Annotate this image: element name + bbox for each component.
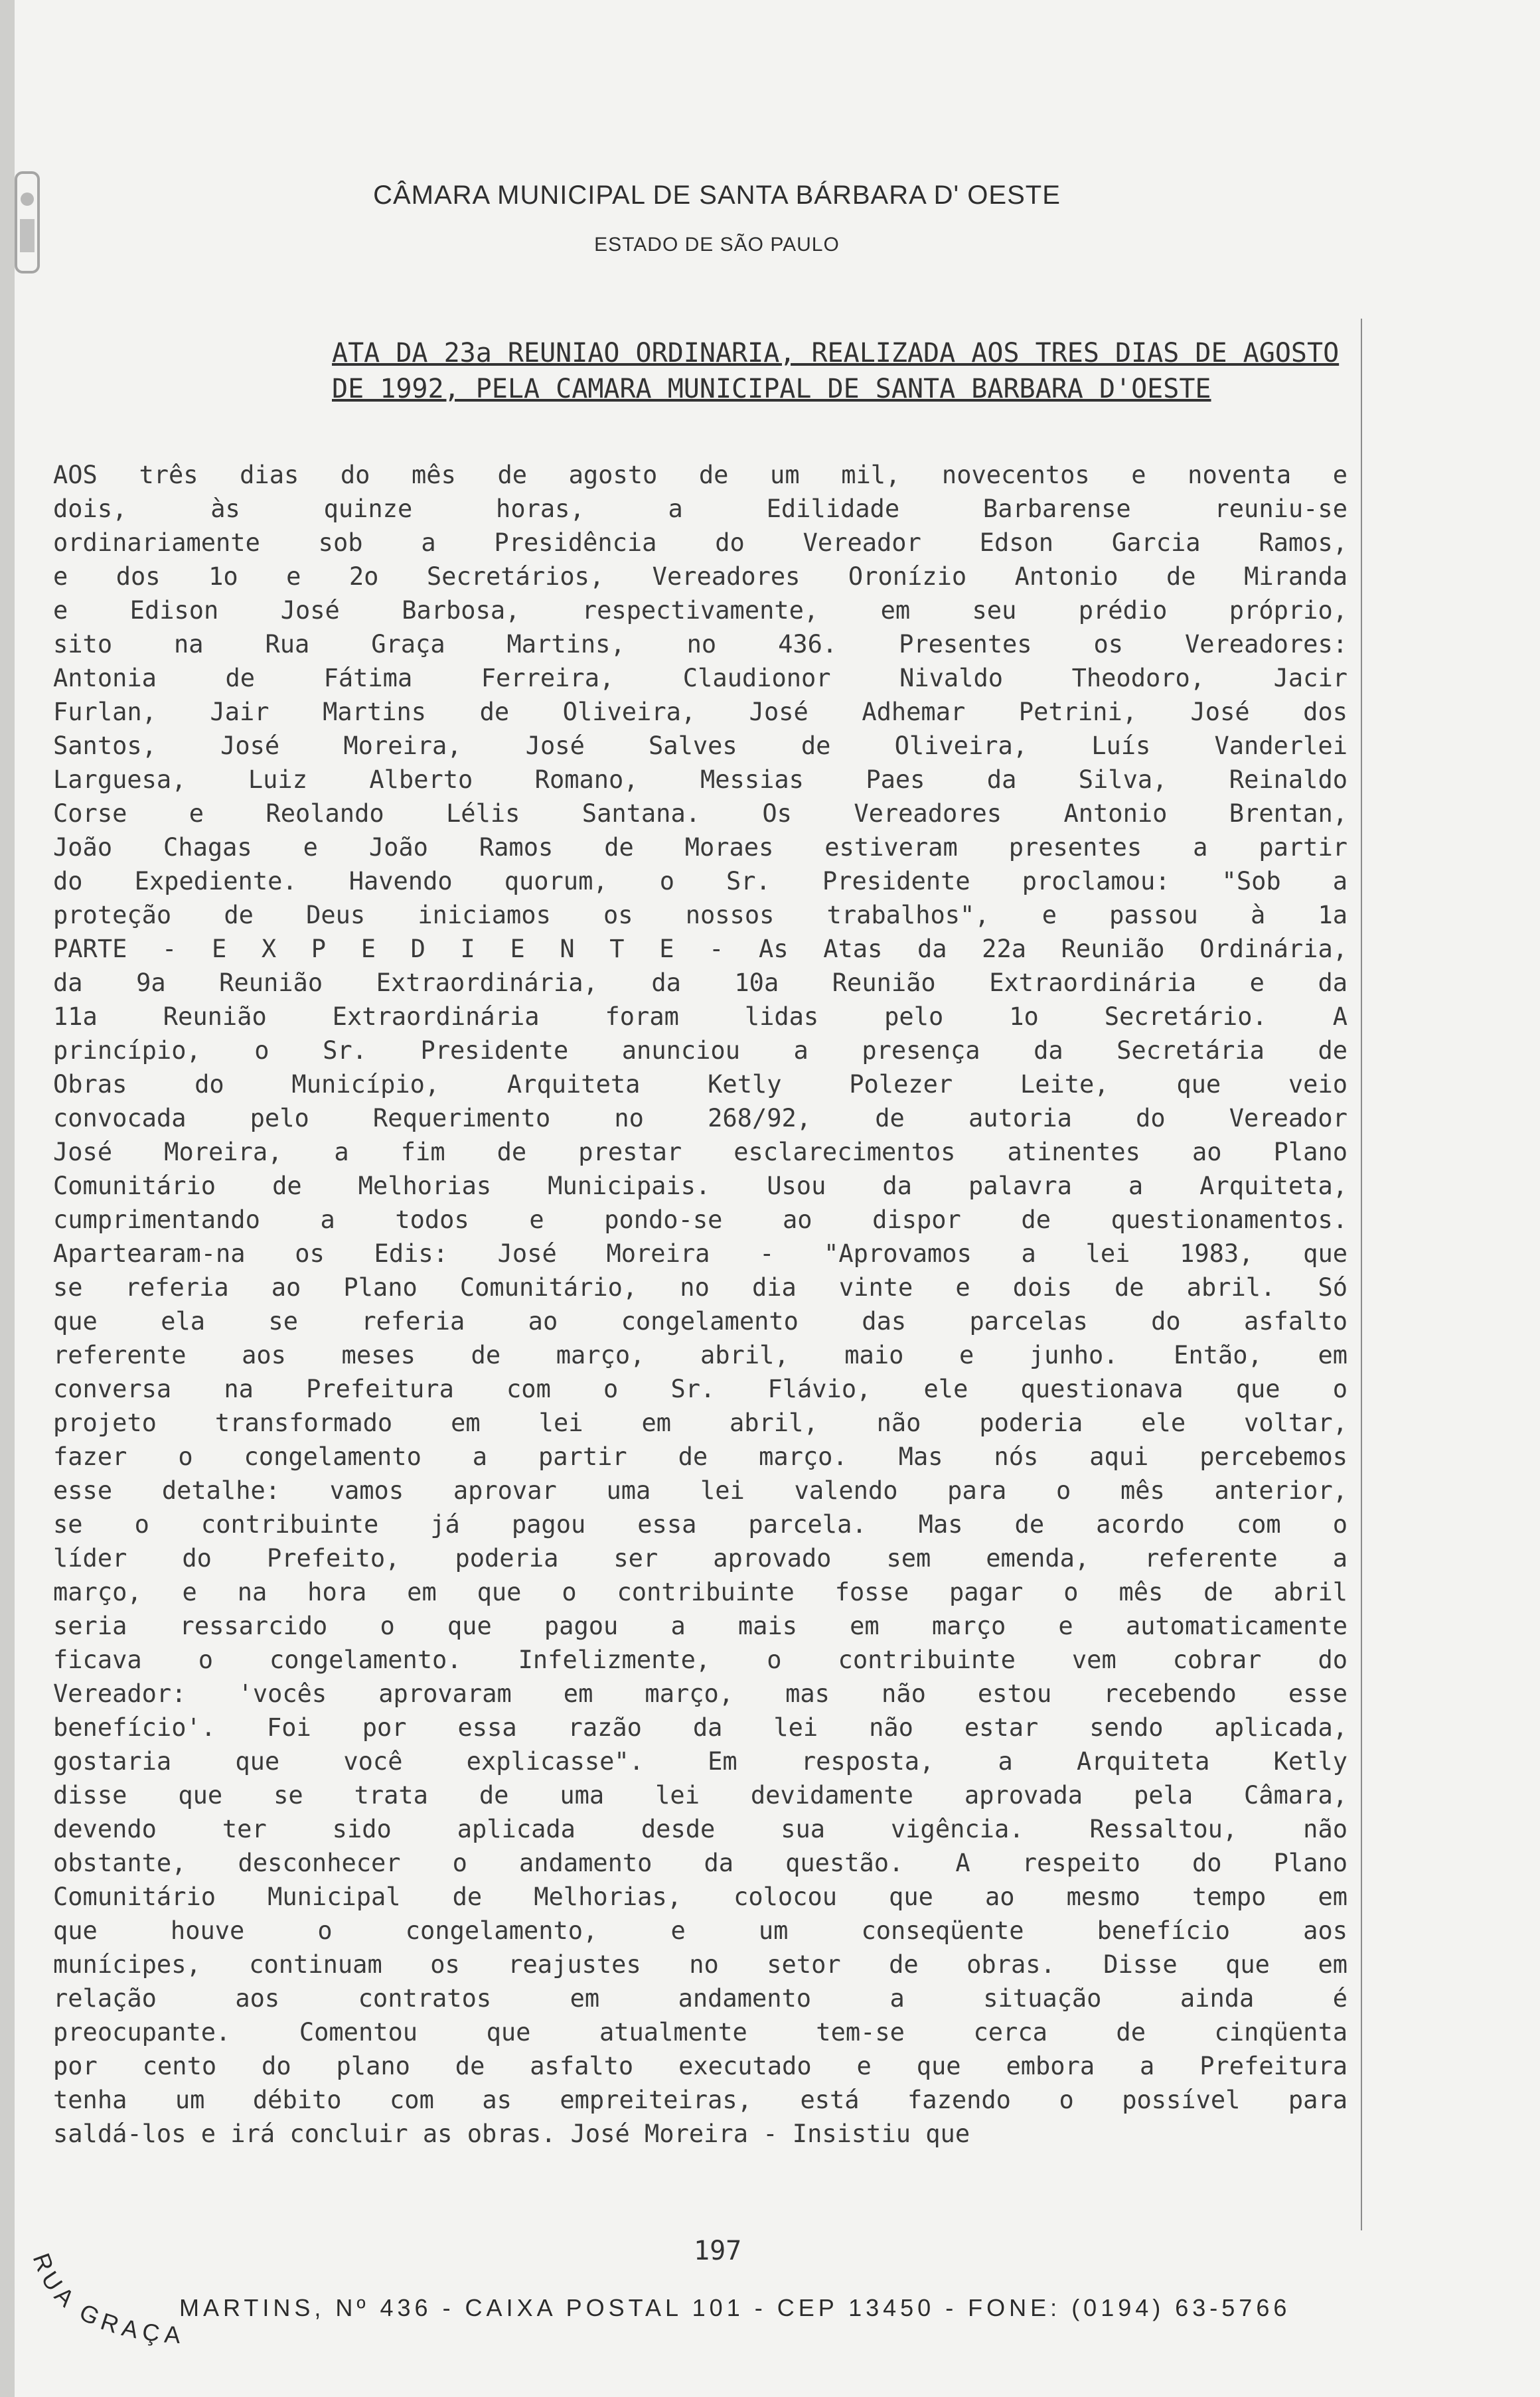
body-line: da 9a Reunião Extraordinária, da 10a Reunião Extraordinária e da [53,968,1348,997]
body-line: líder do Prefeito, poderia ser aprovado sem emenda, referente a [53,1544,1348,1573]
body-line: tenha um débito com as empreiteiras, está fazendo o possível para [53,2086,1348,2114]
body-line: e dos 1o e 2o Secretários, Vereadores Oronízio Antonio de Miranda [53,562,1348,591]
header-state: ESTADO DE SÃO PAULO [594,234,840,256]
page-number: 197 [694,2236,742,2266]
body-line: relação aos contratos em andamento a situação ainda é [53,1984,1348,2013]
document-title [332,335,1340,407]
body-line: João Chagas e João Ramos de Moraes estiveram presentes a partir [53,833,1348,862]
body-line: Antonia de Fátima Ferreira, Claudionor Nivaldo Theodoro, Jacir [53,664,1348,692]
footer-street-text: RUA GRAÇA [27,2250,186,2349]
footer-street-curved [27,2250,186,2362]
municipal-seal-icon [7,159,46,292]
body-line: Larguesa, Luiz Alberto Romano, Messias Paes da Silva, Reinaldo [53,765,1348,794]
body-line: proteção de Deus iniciamos os nossos trabalhos", e passou à 1a [53,901,1348,929]
body-line: saldá-los e irá concluir as obras. José Moreira - Insistiu que [53,2120,970,2148]
body-line: Comunitário de Melhorias Municipais. Usou da palavra a Arquiteta, [53,1172,1348,1200]
body-line: preocupante. Comentou que atualmente tem-se cerca de cinqüenta [53,2018,1348,2047]
body-line: Obras do Município, Arquiteta Ketly Polezer Leite, que veio [53,1070,1348,1099]
body-line: do Expediente. Havendo quorum, o Sr. Presidente proclamou: "Sob a [53,867,1348,895]
body-line: por cento do plano de asfalto executado e que embora a Prefeitura [53,2052,1348,2080]
body-line: cumprimentando a todos e pondo-se ao dispor de questionamentos. [53,1205,1348,1234]
body-line: devendo ter sido aplicada desde sua vigência. Ressaltou, não [53,1815,1348,1843]
page-edge [0,0,15,2397]
body-line: convocada pelo Requerimento no 268/92, de autoria do Vereador [53,1104,1348,1132]
header-chamber-name: CÂMARA MUNICIPAL DE SANTA BÁRBARA D' OESTE [373,181,1061,210]
body-line: fazer o congelamento a partir de março. Mas nós aqui percebemos [53,1442,1348,1471]
body-line: gostaria que você explicasse". Em resposta, a Arquiteta Ketly [53,1747,1348,1776]
body-line: sito na Rua Graça Martins, no 436. Presentes os Vereadores: [53,630,1348,658]
body-line: e Edison José Barbosa, respectivamente, em seu prédio próprio, [53,596,1348,625]
body-line: se referia ao Plano Comunitário, no dia vinte e dois de abril. Só [53,1273,1348,1302]
body-line: Apartearam-na os Edis: José Moreira - "Aprovamos a lei 1983, que [53,1239,1348,1268]
body-line: projeto transformado em lei em abril, não poderia ele voltar, [53,1409,1348,1437]
body-line: obstante, desconhecer o andamento da questão. A respeito do Plano [53,1849,1348,1877]
body-line: munícipes, continuam os reajustes no setor de obras. Disse que em [53,1950,1348,1979]
body-line: disse que se trata de uma lei devidamente aprovada pela Câmara, [53,1781,1348,1810]
body-line: Vereador: 'vocês aprovaram em março, mas não estou recebendo esse [53,1679,1348,1708]
body-line: Santos, José Moreira, José Salves de Oliveira, Luís Vanderlei [53,732,1348,760]
body-line: se o contribuinte já pagou essa parcela. Mas de acordo com o [53,1510,1348,1539]
footer-contact-line: MARTINS, Nº 436 - CAIXA POSTAL 101 - CEP 13450 - FONE: (0194) 63-5766 [179,2294,1291,2321]
body-line: benefício'. Foi por essa razão da lei não estar sendo aplicada, [53,1713,1348,1742]
margin-line [1361,319,1362,2230]
body-line: José Moreira, a fim de prestar esclarecimentos atinentes ao Plano [53,1138,1348,1166]
body-line: ordinariamente sob a Presidência do Vereador Edson Garcia Ramos, [53,528,1348,557]
body-line: que houve o congelamento, e um conseqüente benefício aos [53,1916,1348,1945]
body-line: Corse e Reolando Lélis Santana. Os Vereadores Antonio Brentan, [53,799,1348,828]
title-line-1: ATA DA 23a REUNIAO ORDINARIA, REALIZADA AOS TRES DIAS DE AGOSTO [332,338,1340,368]
body-line: ficava o congelamento. Infelizmente, o contribuinte vem cobrar do [53,1646,1348,1674]
body-line: AOS três dias do mês de agosto de um mil, novecentos e noventa e [53,461,1348,489]
title-line-2: DE 1992, PELA CAMARA MUNICIPAL DE SANTA BARBARA D'OESTE [332,374,1211,404]
body-line: Furlan, Jair Martins de Oliveira, José Adhemar Petrini, José dos [53,698,1348,726]
body-line: conversa na Prefeitura com o Sr. Flávio, ele questionava que o [53,1375,1348,1403]
body-line: que ela se referia ao congelamento das parcelas do asfalto [53,1307,1348,1336]
body-line: março, e na hora em que o contribuinte fosse pagar o mês de abril [53,1578,1348,1606]
body-line: esse detalhe: vamos aprovar uma lei valendo para o mês anterior, [53,1476,1348,1505]
body-line: seria ressarcido o que pagou a mais em março e automaticamente [53,1612,1348,1640]
body-line: princípio, o Sr. Presidente anunciou a presença da Secretária de [53,1036,1348,1065]
body-line: 11a Reunião Extraordinária foram lidas pelo 1o Secretário. A [53,1002,1348,1031]
body-line: Comunitário Municipal de Melhorias, colocou que ao mesmo tempo em [53,1883,1348,1911]
body-line: referente aos meses de março, abril, maio e junho. Então, em [53,1341,1348,1369]
body-line: dois, às quinze horas, a Edilidade Barbarense reuniu-se [53,495,1348,523]
minutes-body [53,458,1348,2151]
body-line: PARTE - E X P E D I E N T E - As Atas da 22a Reunião Ordinária, [53,935,1348,963]
